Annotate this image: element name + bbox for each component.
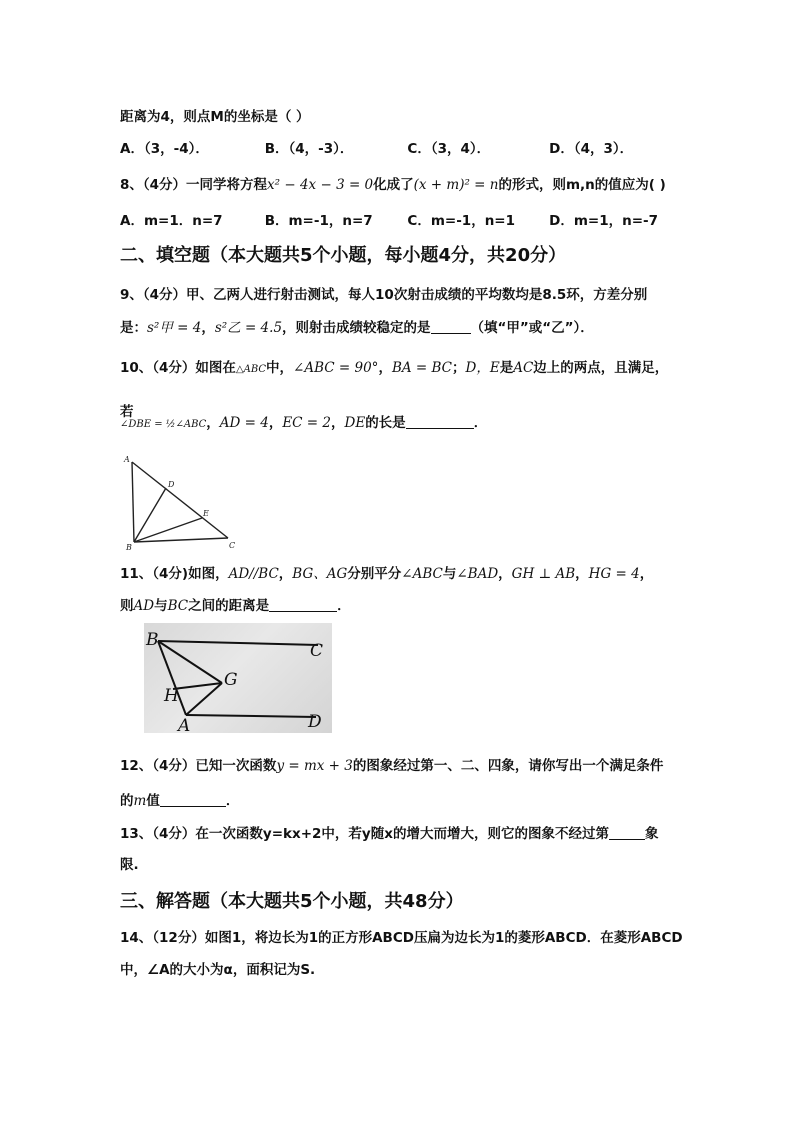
q10-text-3: 边上的两点，且满足，	[533, 360, 669, 376]
q11-perp: GH ⊥ AB	[511, 566, 576, 582]
q9-variance-b: s²乙 = 4.5	[214, 320, 283, 336]
q14-line-1: 14、（12分）如图1，将边长为1的正方形ABCD压扁为边长为1的菱形ABCD．在菱形ABCD	[120, 930, 683, 946]
q10-triangle: △ABC	[235, 364, 267, 375]
q11-line-1: 11、（4分)如图，AD//BC，BG、AG分别平分∠ABC与∠BAD，GH ⊥ AB，HG = 4，	[120, 566, 654, 582]
q11-text-2: 则	[120, 598, 134, 614]
q11-angle-abc: ∠ABC	[401, 566, 443, 582]
q11-and: 与	[442, 566, 457, 582]
q10-answer-blank[interactable]	[406, 414, 474, 429]
q10-text-2: 是	[499, 360, 514, 376]
q11-text-3: 之间的距离是	[188, 598, 270, 614]
q8-tail: 的形式，则m,n的值应为( )	[498, 177, 666, 193]
q10-angle: ∠DBE = ½∠ABC	[120, 419, 207, 430]
q8-option-b: B．m=-1，n=7	[264, 213, 373, 229]
q10-figure	[118, 450, 243, 552]
q11-label-h: H	[164, 686, 179, 706]
q8-options	[120, 209, 658, 229]
q13-text: 13、（4分）在一次函数y=kx+2中，若y随x的增大而增大，则它的图象不经过第	[120, 826, 609, 842]
q11-yu: 与	[154, 598, 168, 614]
q10-label-c: C	[229, 541, 236, 550]
q10-points: D，E	[465, 360, 500, 376]
q11-parallel: AD//BC	[228, 566, 279, 582]
q8-option-d: D．m=1，n=-7	[549, 213, 659, 229]
q11-line-ag	[186, 683, 222, 715]
q10-line-2b: ∠DBE = ½∠ABC，AD = 4，EC = 2，DE的长是 ．	[120, 415, 488, 431]
q9-prefix: 是：	[120, 320, 147, 336]
q8-stem	[120, 173, 666, 193]
q12-m: m	[133, 793, 147, 809]
q11-label-b: B	[146, 630, 159, 650]
q12-text-3: 值	[146, 793, 160, 809]
q11-line-bc	[158, 641, 318, 645]
q12-line-2	[120, 789, 239, 809]
q11-text-1: 分别平分	[347, 566, 402, 582]
q8-form: (x + m)² = n	[413, 177, 499, 193]
q11-period: ．	[337, 598, 351, 614]
q10-label-b: B	[126, 543, 132, 552]
q7-option-a: A．（3，-4）．	[120, 141, 209, 157]
q10-label-e: E	[203, 509, 209, 518]
q12-tail: 的图象经过第一、二、四象，请你写出一个满足条件	[352, 758, 664, 774]
q11-label-d: D	[308, 712, 322, 732]
q8-option-a: A．m=1．n=7	[120, 213, 223, 229]
q10-end: 的长是	[365, 415, 406, 431]
q12-answer-blank[interactable]	[160, 792, 226, 807]
section-2-heading: 二、填空题（本大题共5个小题，每小题4分，共20分）	[120, 245, 567, 266]
q9-answer-blank[interactable]	[431, 319, 471, 334]
q10-cond-2: BA = BC	[391, 360, 453, 376]
q11-label-g: G	[224, 670, 238, 690]
q10-text-1: 中，	[266, 360, 294, 376]
q12-line-1	[120, 754, 663, 774]
q10-edge-bc	[134, 538, 228, 542]
q10-label-a: A	[124, 455, 130, 464]
q8-option-c: C．m=-1，n=1	[407, 213, 516, 229]
q11-answer-blank[interactable]	[269, 597, 337, 612]
q10-ad: AD = 4	[219, 415, 269, 431]
section-3-heading: 三、解答题（本大题共5个小题，共48分）	[120, 891, 464, 912]
q7-option-d: D．（4，3）．	[549, 141, 634, 157]
q8-mid: 化成了	[373, 177, 414, 193]
q8-equation: x² − 4x − 3 = 0	[267, 177, 374, 193]
q11-line-2	[120, 594, 351, 614]
q10-label-d: D	[168, 480, 175, 489]
q11-bc: BC	[167, 598, 189, 614]
q13-tail: 象	[644, 826, 659, 842]
q11-ad: AD	[133, 598, 155, 614]
q11-line-ad	[186, 715, 316, 717]
q11-figure	[144, 623, 332, 733]
q12-text-2: 的	[120, 793, 134, 809]
q10-ec: EC = 2	[282, 415, 331, 431]
q9-line-2: 是：s²甲 = 4，s²乙 = 4.5，则射击成绩较稳定的是 （填“甲”或“乙”）．	[120, 320, 594, 336]
q10-edge-be	[134, 518, 202, 542]
q11-bisectors: BG、AG	[292, 566, 348, 582]
q7-option-b: B．（4，-3）．	[264, 141, 354, 157]
q9-variance-a: s²甲 = 4	[147, 320, 202, 336]
q7-option-c: C．（3，4）．	[407, 141, 491, 157]
q13-line-2: 限.	[120, 857, 139, 873]
q10-edge-bd	[134, 488, 166, 542]
q11-label-a: A	[178, 716, 191, 733]
q14-line-2: 中，∠A的大小为α，面积记为S.	[120, 962, 316, 978]
q11-number: 11、（4分)如图，	[120, 566, 229, 582]
q10-period: ．	[473, 415, 488, 431]
q11-label-c: C	[310, 641, 324, 661]
q10-edge-ab	[132, 462, 134, 542]
q12-function: y = mx + 3	[276, 758, 353, 774]
q11-line-gh	[173, 683, 222, 689]
q9-line-1: 9、（4分）甲、乙两人进行射击测试，每人10次射击成绩的平均数均是8.5环，方差分别	[120, 287, 648, 303]
q10-edge-ac	[132, 462, 228, 538]
q10-line-1: 10、（4分）如图在△ABC中，∠ABC = 90°，BA = BC；D，E是AC边上的两点，且满足，	[120, 360, 669, 376]
q10-cond-1: ∠ABC = 90°	[293, 360, 379, 376]
q9-end: （填“甲”或“乙”）．	[470, 320, 594, 336]
q8-number: 8、（4分）一同学将方程	[120, 177, 268, 193]
q12-period: ．	[225, 793, 240, 809]
q10-de: DE	[344, 415, 366, 431]
q11-hg: HG = 4	[588, 566, 640, 582]
q12-number: 12、（4分）已知一次函数	[120, 758, 277, 774]
q10-ruo: 若	[120, 404, 134, 420]
q13-answer-blank[interactable]	[609, 825, 645, 840]
q7-stem: 距离为4，则点M的坐标是（ ）	[120, 109, 310, 125]
q7-options	[120, 137, 633, 157]
q11-line-bg	[158, 641, 222, 683]
q13-line-1	[120, 822, 658, 842]
q11-figure-photo	[144, 623, 332, 733]
q9-tail: ，则射击成绩较稳定的是	[282, 320, 431, 336]
q10-ac: AC	[513, 360, 534, 376]
q11-angle-bad: ∠BAD	[456, 566, 499, 582]
q10-number: 10、（4分）如图在	[120, 360, 236, 376]
